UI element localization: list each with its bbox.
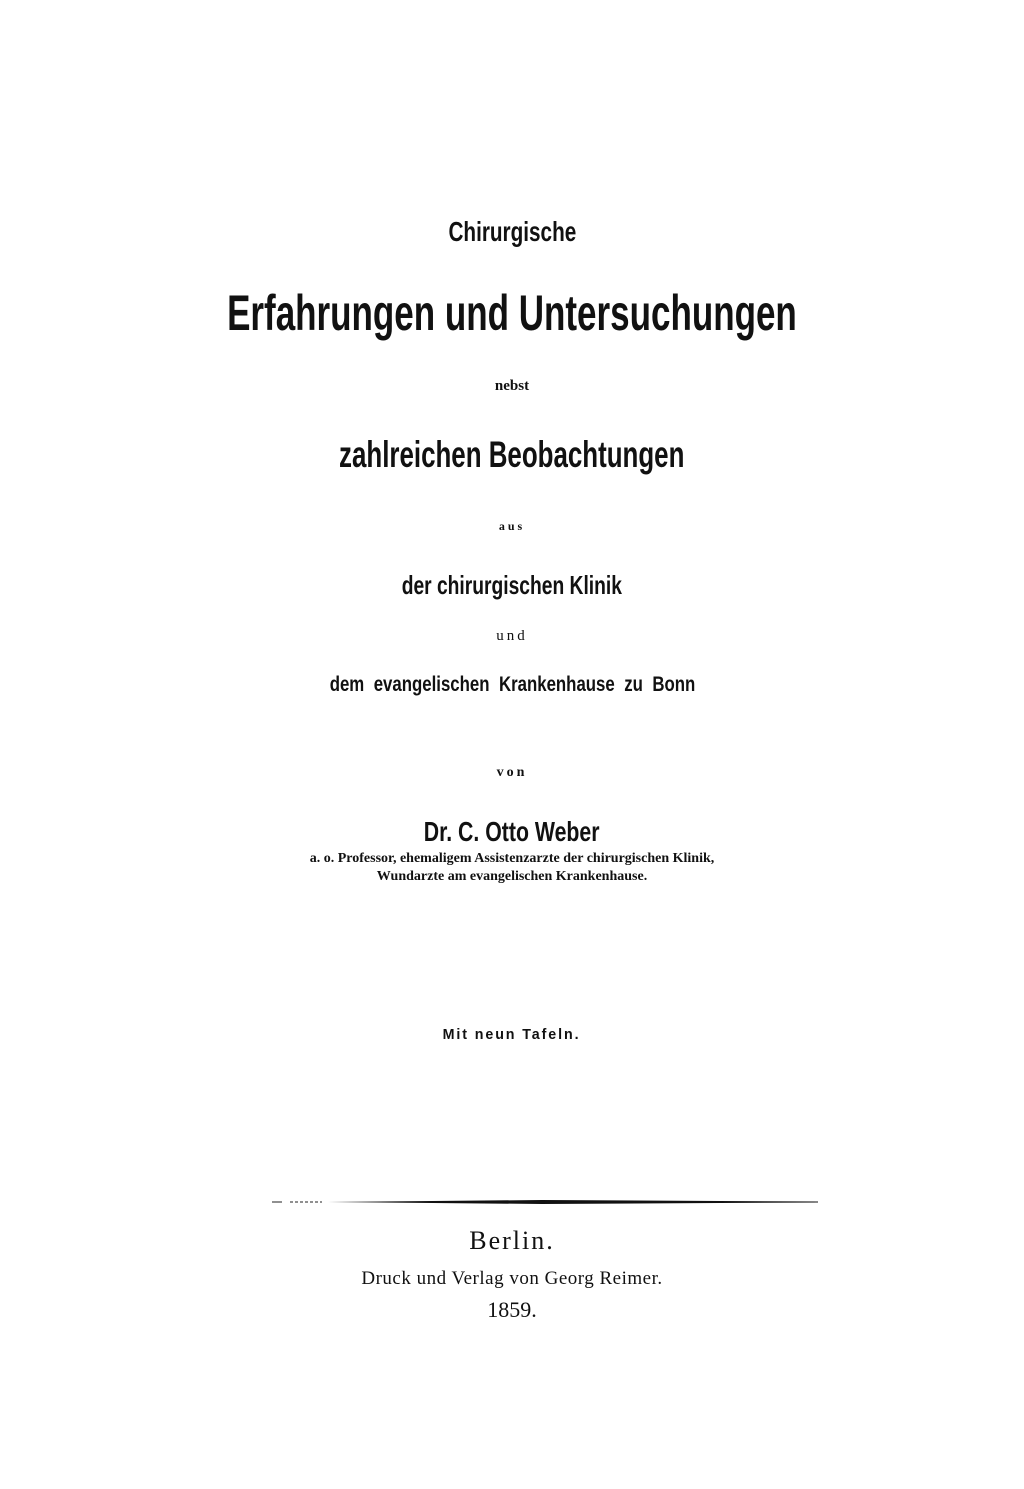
decorative-rule xyxy=(272,1199,818,1205)
connector-und: und xyxy=(496,628,528,644)
connector-von: von xyxy=(496,765,528,780)
title-line-5 xyxy=(0,518,1024,534)
title-line-9 xyxy=(0,764,1024,780)
plates-note: Mit neun Tafeln. xyxy=(443,1026,581,1043)
subtitle-chirurgische: Chirurgische xyxy=(448,216,576,247)
plates-line xyxy=(0,1027,1024,1043)
title-line-4 xyxy=(0,436,1024,473)
main-title: Erfahrungen und Untersuchungen xyxy=(227,285,797,341)
title-line-8 xyxy=(0,674,1024,695)
author-title-line-1 xyxy=(0,850,1024,866)
author-line xyxy=(0,818,1024,846)
connector-aus: aus xyxy=(498,519,526,533)
subtitle-krankenhause: dem evangelischen Krankenhause zu Bonn xyxy=(329,673,695,696)
imprint-city: Berlin. xyxy=(469,1226,555,1255)
imprint-publisher: Druck und Verlag von Georg Reimer. xyxy=(361,1268,663,1289)
imprint-year: 1859. xyxy=(487,1297,537,1322)
subtitle-klinik: der chirurgischen Klinik xyxy=(401,570,623,600)
title-line-1 xyxy=(0,218,1024,246)
author-title-1: a. o. Professor, ehemaligem Assistenzarzte der chirurgischen Klinik, xyxy=(309,851,715,866)
title-line-7 xyxy=(0,628,1024,644)
title-line-3 xyxy=(0,378,1024,394)
imprint-city-line xyxy=(0,1228,1024,1254)
imprint-year-line xyxy=(0,1299,1024,1321)
imprint-publisher-line xyxy=(0,1269,1024,1288)
subtitle-beobachtungen: zahlreichen Beobachtungen xyxy=(339,434,685,475)
author-title-2: Wundarzte am evangelischen Krankenhause. xyxy=(376,869,648,884)
title-line-2 xyxy=(0,285,1024,341)
author-name: Dr. C. Otto Weber xyxy=(424,816,600,847)
connector-nebst: nebst xyxy=(494,378,530,394)
title-line-6 xyxy=(0,572,1024,598)
author-title-line-2 xyxy=(0,868,1024,884)
